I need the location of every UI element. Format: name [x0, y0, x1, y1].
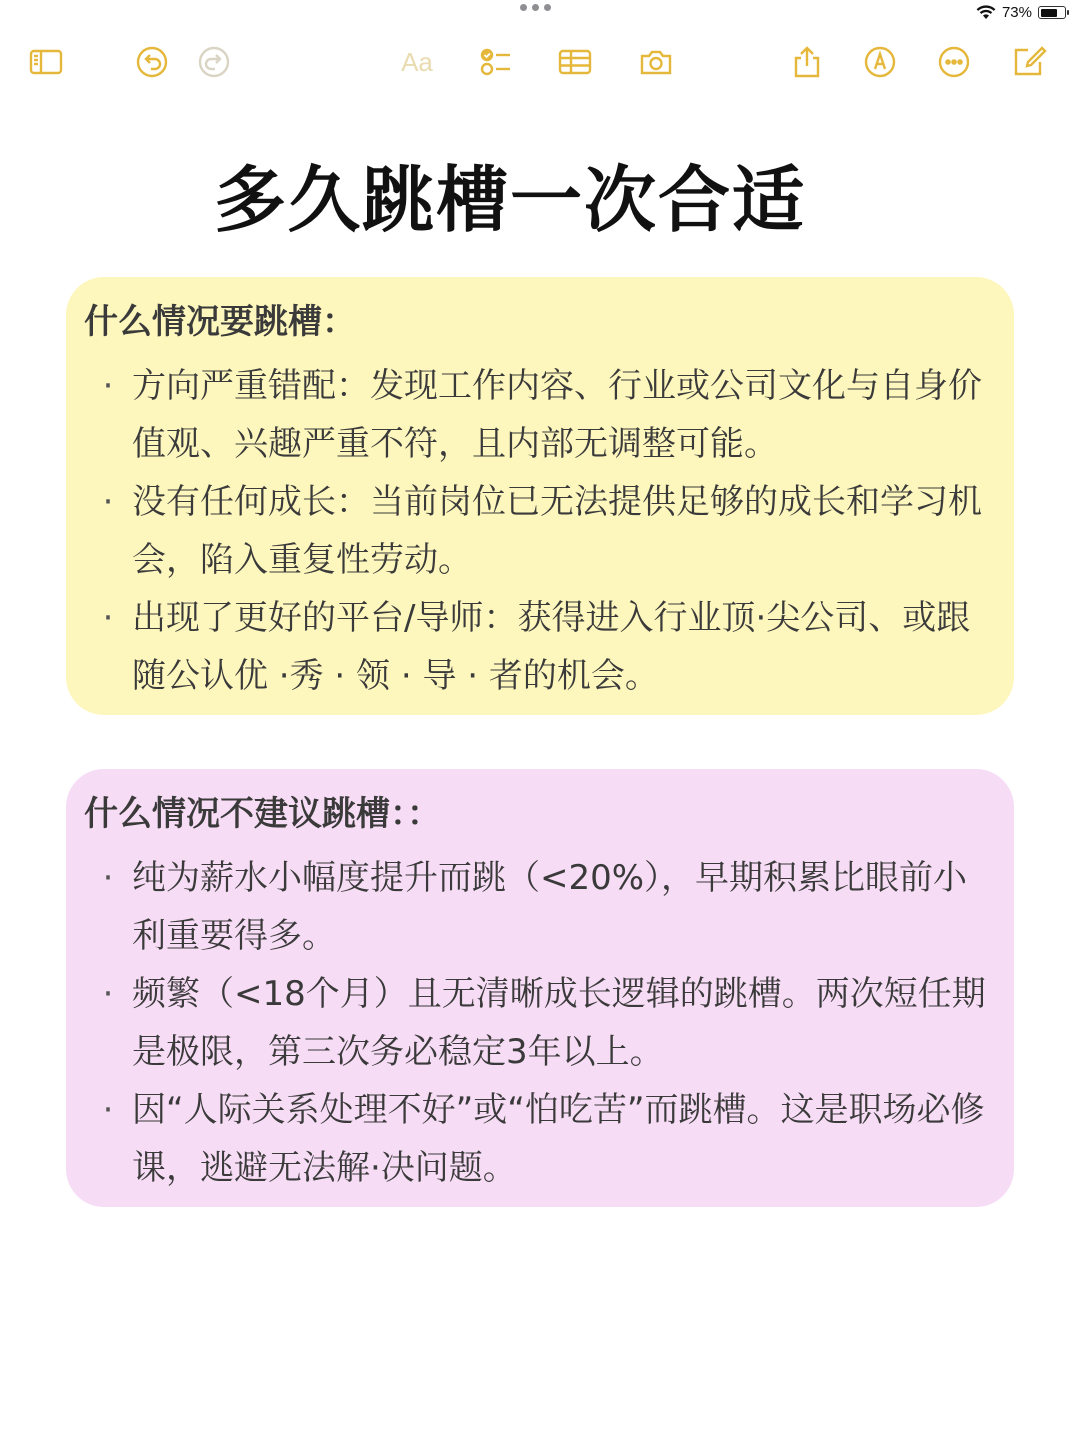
list-item-text: 频繁（<18个月）且无清晰成长逻辑的跳槽。两次短任期是极限，第三次务必稳定3年以上。 — [132, 974, 986, 1072]
list-item-text: 没有任何成长：当前岗位已无法提供足够的成长和学习机会，陷入重复性劳动。 — [132, 482, 982, 580]
bullet-point: · — [102, 598, 114, 638]
when-not-to-switch-card[interactable] — [66, 769, 1014, 1207]
list-item — [84, 589, 996, 705]
redo-icon — [196, 44, 232, 80]
sidebar-toggle-button[interactable] — [26, 42, 66, 82]
list-item-text: 因“人际关系处理不好”或“怕吃苦”而跳槽。这是职场必修课，逃避无法解·决问题。 — [132, 1090, 985, 1188]
ellipsis-icon — [936, 44, 972, 80]
share-icon — [789, 44, 825, 80]
section-heading: 什么情况不建议跳槽：： — [84, 794, 441, 834]
list-item — [84, 849, 996, 965]
section-heading: 什么情况要跳槽： — [84, 302, 356, 342]
battery-percentage: 73% — [1001, 4, 1032, 21]
redo-button[interactable] — [194, 42, 234, 82]
markup-button[interactable] — [860, 42, 900, 82]
format-button[interactable]: Aa — [401, 46, 433, 77]
bullet-point: · — [102, 482, 114, 522]
table-button[interactable] — [555, 42, 595, 82]
list-item — [84, 1081, 996, 1197]
list-item — [84, 965, 996, 1081]
status-indicators — [976, 4, 1066, 21]
share-button[interactable] — [787, 42, 827, 82]
bullet-point: · — [102, 1090, 114, 1130]
compose-button[interactable] — [1010, 42, 1050, 82]
list-item — [84, 473, 996, 589]
table-icon — [557, 44, 593, 80]
status-bar — [0, 0, 1080, 30]
wifi-icon — [976, 5, 996, 20]
markup-pen-icon — [862, 44, 898, 80]
list-item-text: 纯为薪水小幅度提升而跳（<20%），早期积累比眼前小利重要得多。 — [132, 858, 968, 956]
note-title[interactable]: 多久跳槽一次合适 — [213, 158, 806, 242]
bullet-point: · — [102, 366, 114, 406]
when-to-switch-card[interactable] — [66, 277, 1014, 715]
multitasking-dots[interactable] — [520, 4, 551, 11]
bullet-point: · — [102, 858, 114, 898]
sidebar-icon — [28, 44, 64, 80]
checklist-icon — [478, 44, 514, 80]
battery-icon — [1038, 6, 1066, 19]
notes-toolbar — [0, 36, 1080, 86]
compose-icon — [1012, 44, 1048, 80]
undo-icon — [134, 44, 170, 80]
list-item-text: 出现了更好的平台/导师：获得进入行业顶·尖公司、或跟随公认优 ·秀 · 领 · 导 · 者的机会。 — [132, 598, 971, 696]
list-item — [84, 357, 996, 473]
camera-button[interactable] — [636, 42, 676, 82]
undo-button[interactable] — [132, 42, 172, 82]
more-options-button[interactable] — [934, 42, 974, 82]
checklist-button[interactable] — [476, 42, 516, 82]
list-item-text: 方向严重错配：发现工作内容、行业或公司文化与自身价值观、兴趣严重不符，且内部无调整可能。 — [132, 366, 982, 464]
camera-icon — [638, 44, 674, 80]
bullet-point: · — [102, 974, 114, 1014]
